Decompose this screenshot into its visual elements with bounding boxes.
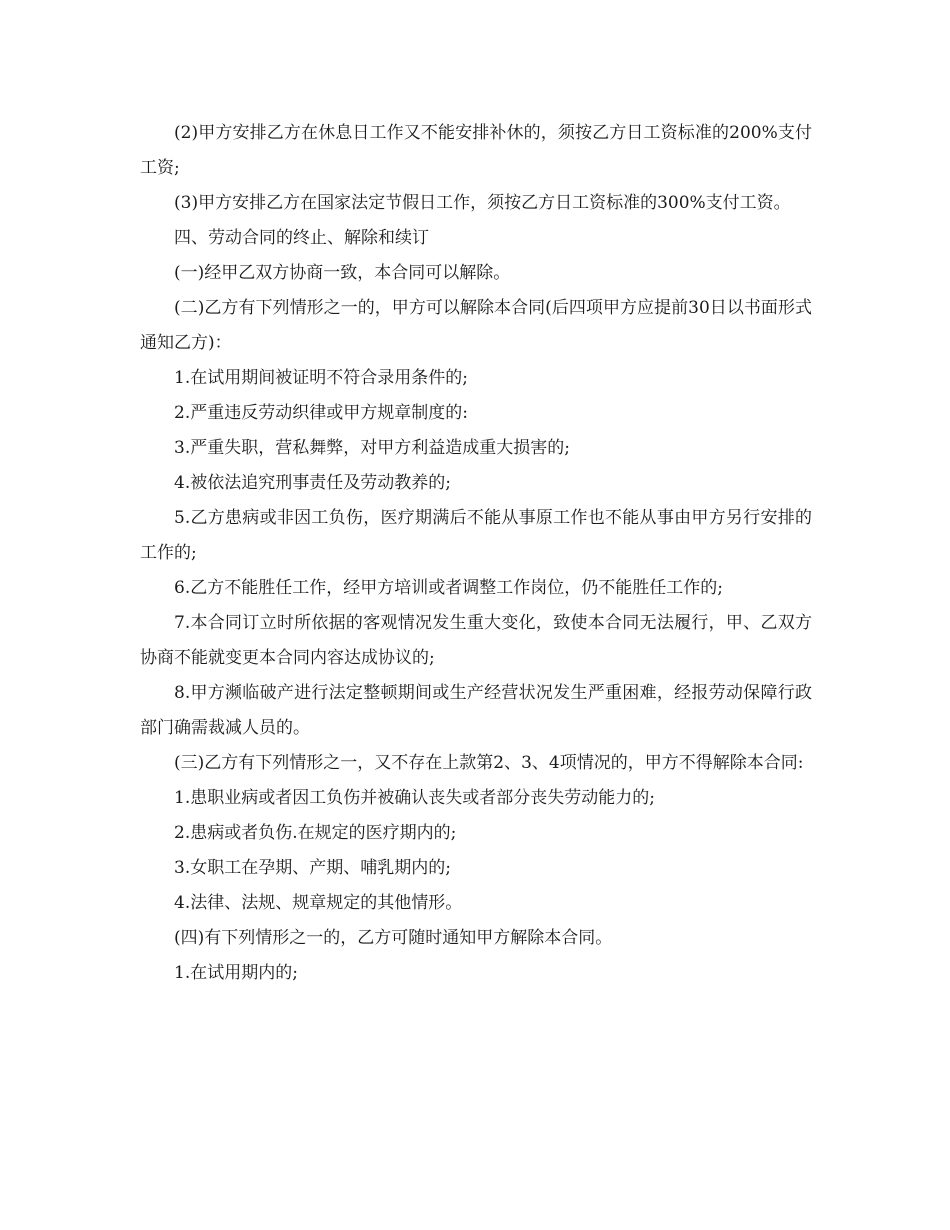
list-item-dereliction: 3.严重失职，营私舞弊，对甲方利益造成重大损害的; <box>174 438 570 458</box>
paragraph-3-holiday-pay: (3)甲方安排乙方在国家法定节假日工作，须按乙方日工资标准的300%支付工资。 <box>174 193 791 213</box>
paragraph-employee-may-terminate: (四)有下列情形之一的，乙方可随时通知甲方解除本合同。 <box>174 928 613 948</box>
paragraph-employer-may-not-terminate: (三)乙方有下列情形之一，又不存在上款第2、3、4项情况的，甲方不得解除本合同: <box>174 753 804 773</box>
list-item-circumstance-change: 7.本合同订立时所依据的客观情况发生重大变化，致使本合同无法履行，甲、乙双方协商不能就变更本合同内容达成协议的; <box>140 613 812 668</box>
list-item-criminal-liability: 4.被依法追究刑事责任及劳动教养的; <box>174 473 451 493</box>
section-heading-termination: 四、劳动合同的终止、解除和续订 <box>174 228 429 248</box>
list-item-pregnancy: 3.女职工在孕期、产期、哺乳期内的; <box>174 858 451 878</box>
list-item-occupational-disease: 1.患职业病或者因工负伤并被确认丧失或者部分丧失劳动能力的; <box>174 788 655 808</box>
paragraph-2-rest-day-pay: (2)甲方安排乙方在休息日工作又不能安排补休的，须按乙方日工资标准的200%支付工资; <box>140 123 812 178</box>
paragraph-mutual-termination: (一)经甲乙双方协商一致，本合同可以解除。 <box>174 263 511 283</box>
list-item-medical-period: 2.患病或者负伤.在规定的医疗期内的; <box>174 823 457 843</box>
list-item-illness-injury: 5.乙方患病或非因工负伤，医疗期满后不能从事原工作也不能从事由甲方另行安排的工作的; <box>140 508 812 563</box>
paragraph-employer-may-terminate: (二)乙方有下列情形之一的，甲方可以解除本合同(后四项甲方应提前30日以书面形式通知乙方)： <box>140 298 812 353</box>
document-body <box>140 116 812 991</box>
list-item-incompetence: 6.乙方不能胜任工作，经甲方培训或者调整工作岗位，仍不能胜任工作的; <box>174 578 723 598</box>
list-item-probation-unqualified: 1.在试用期间被证明不符合录用条件的; <box>174 368 468 388</box>
list-item-bankruptcy-layoff: 8.甲方濒临破产进行法定整顿期间或生产经营状况发生严重困难，经报劳动保障行政部门确需裁减人员的。 <box>140 683 812 738</box>
list-item-other-legal: 4.法律、法规、规章规定的其他情形。 <box>174 893 463 913</box>
list-item-within-probation: 1.在试用期内的; <box>174 963 298 983</box>
list-item-discipline-violation: 2.严重违反劳动织律或甲方规章制度的: <box>174 403 468 423</box>
